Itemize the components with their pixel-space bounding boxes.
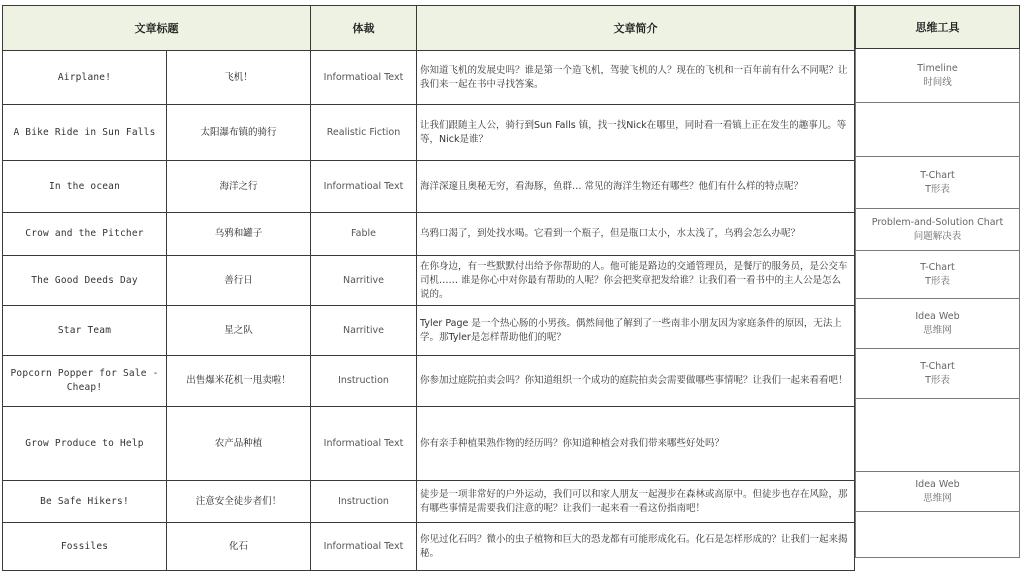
summary-cell: 你见过化石吗？微小的虫子植物和巨大的恐龙都有可能形成化石。化石是怎样形成的？让我们一起来揭秘。 (417, 523, 855, 571)
table-row (3, 306, 855, 356)
title-english: Star Team (3, 306, 167, 356)
genre-cell: Fable (311, 213, 417, 256)
summary-cell: 海洋深邃且奥秘无穷，看海豚，鱼群… 常见的海洋生物还有哪些？他们有什么样的特点呢？ (417, 161, 855, 213)
tool-row (856, 299, 1020, 349)
table-row (3, 523, 855, 571)
table-row (3, 356, 855, 407)
tool-name-english: Problem-and-Solution Chart (871, 216, 1004, 228)
header-article-title: 文章标题 (3, 6, 311, 51)
title-english: The Good Deeds Day (3, 256, 167, 306)
summary-cell: 徒步是一项非常好的户外运动，我们可以和家人朋友一起漫步在森林或高原中。但徒步也存在风险，那有哪些事情是需要我们注意的呢？让我们一起来看一看这份指南吧！ (417, 481, 855, 523)
summary-cell: 你知道飞机的发展史吗？谁是第一个造飞机，驾驶飞机的人？现在的飞机和一百年前有什么不同呢？让我们来一起在书中寻找答案。 (417, 51, 855, 105)
tool-cell (856, 251, 1020, 299)
genre-cell: Narritive (311, 256, 417, 306)
summary-cell: 在你身边，有一些默默付出给予你帮助的人。他可能是路边的交通管理员，是餐厅的服务员，是公交车司机…… 谁是你心中对你最有帮助的人呢？你会把奖章把发给谁？让我们看一看书中的主人公是怎么说的。 (417, 256, 855, 306)
header-row (3, 6, 855, 51)
title-english: In the ocean (3, 161, 167, 213)
table-row (3, 105, 855, 161)
table-row (3, 407, 855, 481)
table-row (3, 481, 855, 523)
genre-cell: Informatioal Text (311, 407, 417, 481)
header-thinking-tools: 思维工具 (856, 6, 1020, 49)
book-list-table (2, 5, 855, 571)
title-chinese: 化石 (167, 523, 311, 571)
tool-name-chinese: 时间线 (923, 76, 952, 88)
title-english: A Bike Ride in Sun Falls (3, 105, 167, 161)
title-chinese: 乌鸦和罐子 (167, 213, 311, 256)
genre-cell: Narritive (311, 306, 417, 356)
tool-row (856, 349, 1020, 399)
table-row (3, 161, 855, 213)
genre-cell: Informatioal Text (311, 161, 417, 213)
genre-cell: Instruction (311, 356, 417, 407)
title-chinese: 飞机！ (167, 51, 311, 105)
genre-cell: Realistic Fiction (311, 105, 417, 161)
thinking-tools-table (855, 5, 1020, 558)
genre-cell: Informatioal Text (311, 523, 417, 571)
summary-cell: 你有亲手种植果熟作物的经历吗？你知道种植会对我们带来哪些好处吗？ (417, 407, 855, 481)
tool-row (856, 49, 1020, 103)
tool-name-chinese: T形表 (925, 183, 950, 195)
header-summary: 文章简介 (417, 6, 855, 51)
tool-row (856, 399, 1020, 472)
title-chinese: 出售爆米花机一甩卖啦！ (167, 356, 311, 407)
tool-name-english: T-Chart (920, 169, 955, 181)
tool-row (856, 103, 1020, 157)
summary-cell: 让我们跟随主人公，骑行到Sun Falls 镇，找一找Nick在哪里，同时看一看镇上正在发生的趣事儿。等等，Nick是谁？ (417, 105, 855, 161)
tool-row (856, 472, 1020, 512)
title-english: Popcorn Popper for Sale - Cheap! (3, 356, 167, 407)
title-chinese: 善行日 (167, 256, 311, 306)
tool-row (856, 512, 1020, 558)
title-english: Crow and the Pitcher (3, 213, 167, 256)
tool-name-english: Idea Web (915, 478, 960, 490)
tool-name-chinese: 问题解决表 (913, 230, 962, 242)
title-chinese: 海洋之行 (167, 161, 311, 213)
summary-cell: 乌鸦口渴了，到处找水喝。它看到一个瓶子，但是瓶口太小，水太浅了，乌鸦会怎么办呢？ (417, 213, 855, 256)
tool-cell (856, 299, 1020, 349)
tool-cell (856, 157, 1020, 209)
table-row (3, 256, 855, 306)
tool-cell (856, 472, 1020, 512)
summary-cell: 你参加过庭院拍卖会吗？你知道组织一个成功的庭院拍卖会需要做哪些事情呢？让我们一起来看看吧！ (417, 356, 855, 407)
tool-name-chinese: 思维网 (923, 324, 952, 336)
tool-row (856, 251, 1020, 299)
tool-cell (856, 512, 1020, 558)
tools-header-row (856, 6, 1020, 49)
title-chinese: 农产品种植 (167, 407, 311, 481)
title-english: Fossiles (3, 523, 167, 571)
title-chinese: 注意安全徒步者们！ (167, 481, 311, 523)
tool-row (856, 157, 1020, 209)
title-chinese: 星之队 (167, 306, 311, 356)
title-english: Be Safe Hikers! (3, 481, 167, 523)
tool-name-english: T-Chart (920, 261, 955, 273)
tool-name-english: Timeline (917, 62, 958, 74)
tool-cell (856, 103, 1020, 157)
genre-cell: Instruction (311, 481, 417, 523)
summary-cell: Tyler Page 是一个热心肠的小男孩。偶然间他了解到了一些南非小朋友因为家庭条件的原因，无法上学。那Tyler是怎样帮助他们的呢？ (417, 306, 855, 356)
tool-cell (856, 209, 1020, 251)
tool-name-chinese: T形表 (925, 275, 950, 287)
table-row (3, 51, 855, 105)
title-chinese: 太阳瀑布镇的骑行 (167, 105, 311, 161)
header-genre: 体裁 (311, 6, 417, 51)
tool-row (856, 209, 1020, 251)
tool-name-chinese: T形表 (925, 374, 950, 386)
title-english: Grow Produce to Help (3, 407, 167, 481)
tool-name-english: Idea Web (915, 310, 960, 322)
table-row (3, 213, 855, 256)
tool-cell (856, 399, 1020, 472)
tool-cell (856, 349, 1020, 399)
genre-cell: Informatioal Text (311, 51, 417, 105)
tool-name-chinese: 思维网 (923, 492, 952, 504)
tool-name-english: T-Chart (920, 360, 955, 372)
tool-cell (856, 49, 1020, 103)
title-english: Airplane! (3, 51, 167, 105)
